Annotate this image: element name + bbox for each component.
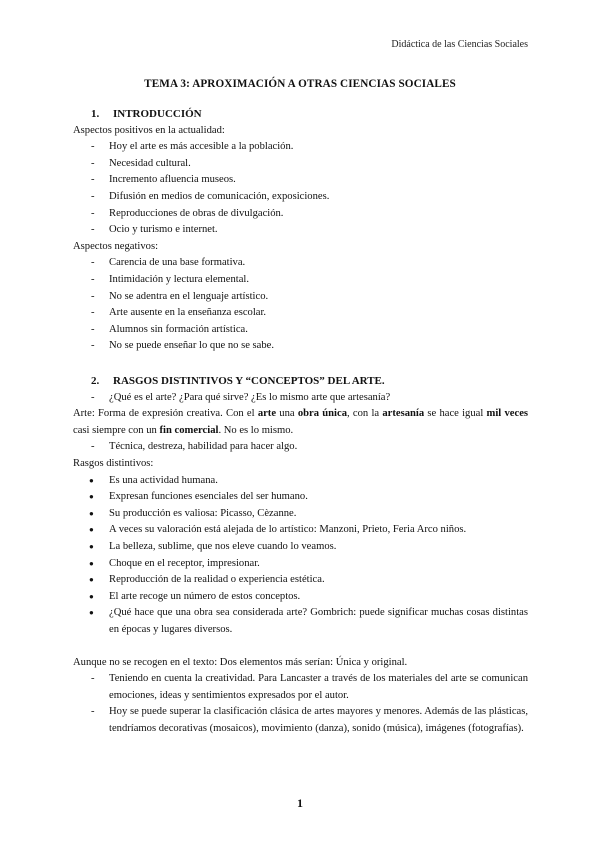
definition-text: , con la xyxy=(347,408,383,420)
definition-text: . No es lo mismo. xyxy=(218,424,294,436)
page-number: 1 xyxy=(297,796,303,810)
list-item: - Hoy el arte es más accesible a la población. xyxy=(73,139,528,156)
list-item: - Alumnos sin formación artística. xyxy=(73,322,528,339)
section-heading xyxy=(91,373,528,390)
section-heading xyxy=(91,106,528,123)
traits-label: Rasgos distintivos: xyxy=(73,457,154,469)
definition-text: casi siempre con un xyxy=(73,424,160,436)
definition-text: se hace igual xyxy=(424,408,487,420)
section-number: 1. xyxy=(91,108,100,120)
question-list xyxy=(73,390,528,407)
extra-list xyxy=(73,671,528,737)
list-item: - No se puede enseñar lo que no se sabe. xyxy=(73,338,528,355)
definition-bold: arte xyxy=(257,408,277,420)
art-definition xyxy=(73,406,528,439)
list-item: - Incremento afluencia museos. xyxy=(73,172,528,189)
list-item: - No se adentra en el lenguaje artístico. xyxy=(73,289,528,306)
definition-text: Arte: Forma de expresión creativa. Con el xyxy=(73,408,258,420)
traits-list xyxy=(73,473,528,639)
running-header: Didáctica de las Ciencias Sociales xyxy=(391,39,528,50)
section-rasgos xyxy=(73,373,528,737)
list-item: - Reproducciones de obras de divulgación. xyxy=(73,206,528,223)
section-introduccion xyxy=(73,106,528,355)
document-title: TEMA 3: APROXIMACIÓN A OTRAS CIENCIAS SOCIALES xyxy=(144,78,456,90)
positives-list xyxy=(73,139,528,239)
list-item: - ¿Qué es el arte? ¿Para qué sirve? ¿Es lo mismo arte que artesanía? xyxy=(73,390,528,407)
negatives-list xyxy=(73,255,528,355)
list-item: - Teniendo en cuenta la creatividad. Para Lancaster a través de los materiales del arte se comunican emociones, ideas y sentimientos expresados por el autor. xyxy=(73,671,528,704)
negatives-label: Aspectos negativos: xyxy=(73,240,159,252)
list-item: - Carencia de una base formativa. xyxy=(73,255,528,272)
list-item: ● El arte recoge un número de estos conceptos. xyxy=(73,589,528,606)
list-item: ● Choque en el receptor, impresionar. xyxy=(73,556,528,573)
list-item: - Intimidación y lectura elemental. xyxy=(73,272,528,289)
list-item: ● ¿Qué hace que una obra sea considerada arte? Gombrich: puede significar muchas cosas distintas en épocas y lugares diversos. xyxy=(73,605,528,638)
list-item: ● Expresan funciones esenciales del ser humano. xyxy=(73,489,528,506)
list-item: ● Es una actividad humana. xyxy=(73,473,528,490)
list-item: - Arte ausente en la enseñanza escolar. xyxy=(73,305,528,322)
definition-bold: fin comercial xyxy=(159,424,219,436)
list-item: - Ocio y turismo e internet. xyxy=(73,222,528,239)
list-item: - Difusión en medios de comunicación, exposiciones. xyxy=(73,189,528,206)
list-item: - Hoy se puede superar la clasificación clásica de artes mayores y menores. Además de las plásticas, tendríamos decorativas (mosaicos), movimiento (danza), sonido (música), imágenes (fotografías). xyxy=(73,704,528,737)
technique-list xyxy=(73,439,528,456)
list-item: ● Reproducción de la realidad o experiencia estética. xyxy=(73,572,528,589)
section-title: INTRODUCCIÓN xyxy=(113,108,202,120)
list-item: ● A veces su valoración está alejada de lo artístico: Manzoni, Prieto, Feria Arco niños. xyxy=(73,522,528,539)
spacer xyxy=(73,639,528,655)
definition-text: una xyxy=(276,408,298,420)
extra-intro: Aunque no se recogen en el texto: Dos elementos más serían: Única y original. xyxy=(73,656,408,668)
positives-label: Aspectos positivos en la actualidad: xyxy=(73,124,225,136)
definition-bold: mil veces xyxy=(486,408,529,420)
section-title: RASGOS DISTINTIVOS Y “CONCEPTOS” DEL ARTE. xyxy=(113,375,385,387)
list-item: - Necesidad cultural. xyxy=(73,156,528,173)
list-item: ● La belleza, sublime, que nos eleve cuando lo veamos. xyxy=(73,539,528,556)
definition-bold: artesanía xyxy=(382,408,425,420)
list-item: ● Su producción es valiosa: Picasso, Cèzanne. xyxy=(73,506,528,523)
list-item: - Técnica, destreza, habilidad para hacer algo. xyxy=(73,439,528,456)
definition-bold: obra única xyxy=(297,408,348,420)
section-number: 2. xyxy=(91,375,100,387)
